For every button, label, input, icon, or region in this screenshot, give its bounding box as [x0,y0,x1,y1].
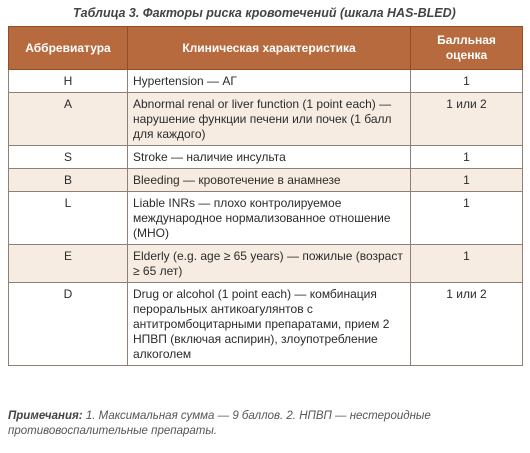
abbr-cell: A [9,93,128,146]
header-row [9,27,523,70]
score-cell: 1 [411,70,523,93]
abbr-cell: S [9,146,128,169]
table-caption: Таблица 3. Факторы риска кровотечений (шкала HAS-BLED) [73,6,456,20]
score-cell: 1 или 2 [411,93,523,146]
score-cell: 1 или 2 [411,283,523,366]
table-row [9,146,523,169]
table-row [9,93,523,146]
table-row [9,169,523,192]
desc-cell: Abnormal renal or liver function (1 point each) — нарушение функции печени или почек (1 балл для каждого) [128,93,411,146]
abbr-cell: H [9,70,128,93]
abbr-cell: E [9,245,128,283]
score-cell: 1 [411,146,523,169]
table-body [9,70,523,366]
table-row [9,70,523,93]
desc-cell: Bleeding — кровотечение в анамнезе [128,169,411,192]
score-cell: 1 [411,192,523,245]
header-clinical-characteristic: Клиническая характеристика [128,27,411,70]
desc-cell: Stroke — наличие инсульта [128,146,411,169]
footnote-label: Примечания: [8,410,83,422]
abbr-cell: D [9,283,128,366]
desc-cell: Liable INRs — плохо контролируемое международное нормализованное отношение (МНО) [128,192,411,245]
footnote-text: 1. Максимальная сумма — 9 баллов. 2. НПВП — нестероидные противовоспалительные препараты. [8,410,431,437]
table-footnote [8,409,522,439]
desc-cell: Elderly (e.g. age ≥ 65 years) — пожилые (возраст ≥ 65 лет) [128,245,411,283]
score-cell: 1 [411,169,523,192]
table-row [9,283,523,366]
abbr-cell: L [9,192,128,245]
table-row [9,245,523,283]
desc-cell: Drug or alcohol (1 point each) — комбинация пероральных антикоагулянтов с антитромбоцитарными препаратами, прием 2 НПВП (включая аспирин), злоупотребление алкоголем [128,283,411,366]
table-header [9,27,523,70]
desc-cell: Hypertension — АГ [128,70,411,93]
has-bled-table [8,26,523,366]
table-row [9,192,523,245]
abbr-cell: B [9,169,128,192]
header-abbreviation: Аббревиатура [9,27,128,70]
score-cell: 1 [411,245,523,283]
header-score: Балльная оценка [411,27,523,70]
